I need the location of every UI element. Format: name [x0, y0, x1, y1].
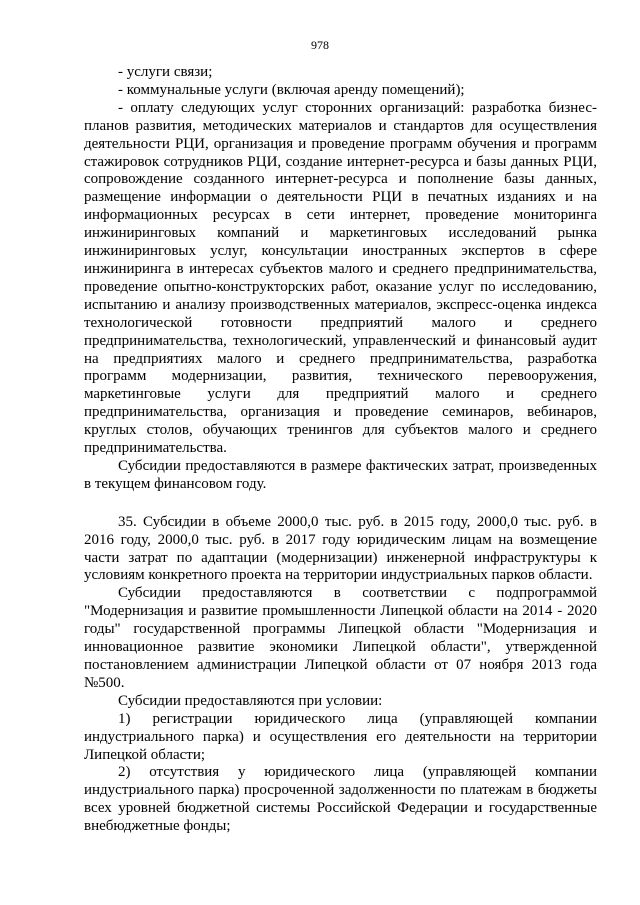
paragraph-utilities: - коммунальные услуги (включая аренду помещений); — [118, 81, 465, 98]
paragraph-subprogram-reference: Субсидии предоставляются в соответствии с подпрограммой "Модернизация и развитие промышленности Липецкой области на 2014 - 2020 годы" государственной программы Липецкой области "Модернизация и инновационное развитие экономики Липецкой области", утвержденной постановлением администрации Липецкой области от 07 ноября 2013 года №500. — [84, 585, 597, 691]
paragraph-item-35: 35. Субсидии в объеме 2000,0 тыс. руб. в 2015 году, 2000,0 тыс. руб. в 2016 году, 2000,0 тыс. руб. в 2017 году юридическим лицам на возмещение части затрат по адаптации (модернизации) инженерной инфраструктуры к условиям конкретного проекта на территории индустриальных парков области. — [84, 513, 597, 584]
paragraph-condition-2: 2) отсутствия у юридического лица (управляющей компании индустриального парка) просроченной задолженности по платежам в бюджеты всех уровней бюджетной системы Российской Федерации и государственные внебюджетные фонды; — [84, 764, 597, 835]
section-gap — [84, 494, 597, 514]
page-number: 978 — [311, 38, 329, 52]
paragraph-third-party-services: - оплату следующих услуг сторонних организаций: разработка бизнес-планов развития, методических материалов и стандартов для осуществления деятельности РЦИ, организация и проведение программ обучения и программ стажировок сотрудников РЦИ, создание интернет-ресурса и базы данных РЦИ, сопровождение созданного интернет-ресурса и пополнение базы данных, размещение информации о деятельности РЦИ в печатных изданиях и на информационных ресурсах в сети интернет, проведение мониторинга инжиниринговых компаний и маркетинговых исследований рынка инжиниринговых услуг, консультации иностранных экспертов в сфере инжиниринга в интересах субъектов малого и среднего предпринимательства, проведение опытно-конструкторских работ, оказание услуг по исследованию, испытанию и анализу производственных материалов, экспресс-оценка индекса технологической готовности предприятий малого и среднего предпринимательства, технологический, управленческий и финансовый аудит на предприятиях малого и среднего предпринимательства, разработка программ модернизации, развития, технического перевооружения, маркетинговые услуги для предприятий малого и среднего предпринимательства, организация и проведение семинаров, вебинаров, круглых столов, обучающих тренингов для субъектов малого и среднего предпринимательства. — [84, 99, 597, 457]
document-body — [84, 64, 597, 836]
paragraph-condition-1: 1) регистрации юридического лица (управляющей компании индустриального парка) и осуществления его деятельности на территории Липецкой области; — [84, 710, 597, 763]
paragraph-subsidy-amount-rule: Субсидии предоставляются в размере фактических затрат, произведенных в текущем финансовом году. — [84, 457, 597, 492]
paragraph-communication-services: - услуги связи; — [118, 64, 213, 80]
paragraph-conditions-intro: Субсидии предоставляются при условии: — [118, 692, 383, 709]
